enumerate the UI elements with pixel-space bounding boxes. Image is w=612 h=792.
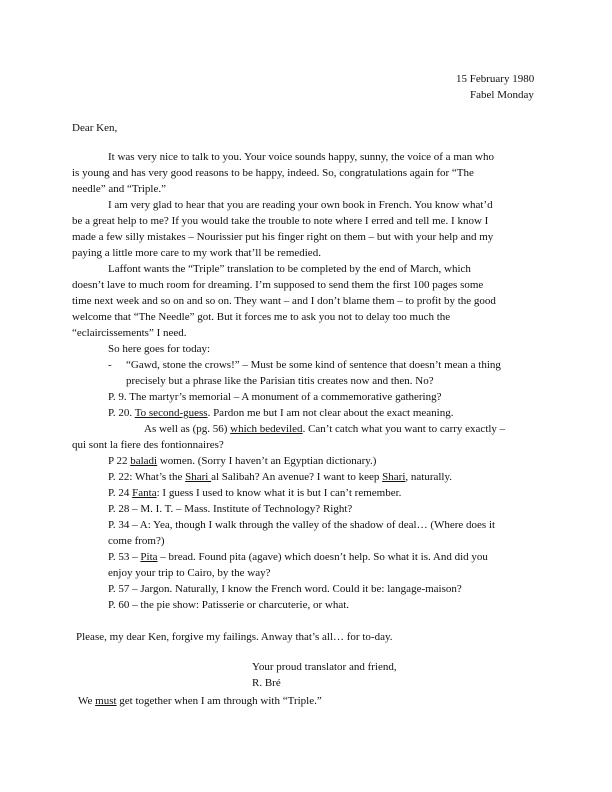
query-term: To second-guess xyxy=(134,407,208,419)
body-line: paying a little more care to my work that’ll be remedied. xyxy=(72,247,321,259)
query-line xyxy=(108,550,488,566)
query-text: P. 53 – xyxy=(108,551,141,563)
query-text: P 22 xyxy=(108,455,131,467)
body-line: Laffont wants the “Triple” translation to be completed by the end of March, which xyxy=(108,263,471,275)
query-text: . Can’t catch what you want to carry exactly – xyxy=(302,423,506,435)
query-line: P. 57 – Jargon. Naturally, I know the French word. Could it be: langage-maison? xyxy=(108,583,462,595)
query-text: – bread. Found pita (agave) which doesn’t help. So what it is. And did you xyxy=(157,551,488,563)
query-term: Shari xyxy=(382,471,406,483)
body-line: I am very glad to hear that you are reading your own book in French. You know what’d xyxy=(108,199,493,211)
query-text: P. 20. xyxy=(108,407,135,419)
signature-line: Your proud translator and friend, xyxy=(252,661,397,673)
query-line: “Gawd, stone the crows!” – Must be some kind of sentence that doesn’t mean a thing xyxy=(126,359,501,371)
query-text: women. (Sorry I haven’t an Egyptian dictionary.) xyxy=(157,455,377,467)
signature-name: R. Bré xyxy=(252,677,281,689)
body-line: is young and has very good reasons to be happy, indeed. So, congratulations again for “The xyxy=(72,167,474,179)
postscript xyxy=(78,694,322,710)
postscript-text: get together when I am through with “Triple.” xyxy=(116,695,322,707)
query-line: precisely but a phrase like the Parisian titis creates now and then. No? xyxy=(126,375,434,387)
query-term: which bedeviled xyxy=(230,423,303,435)
body-line: time next week and so on and so on. They want – and I don’t blame them – to profit by the good xyxy=(72,295,496,307)
closing-line: Please, my dear Ken, forgive my failings. Anway that’s all… for to-day. xyxy=(76,631,393,643)
letter-day: Fabel Monday xyxy=(470,89,534,101)
query-line xyxy=(108,486,401,502)
query-line: P. 60 – the pie show: Patisserie or charcuterie, or what. xyxy=(108,599,350,611)
body-line: made a few silly mistakes – Nourissier put his finger right on them – but with your help and my xyxy=(72,231,494,243)
letter-date: 15 February 1980 xyxy=(456,73,535,85)
query-term: baladi xyxy=(130,455,158,467)
salutation: Dear Ken, xyxy=(72,122,118,134)
query-line xyxy=(108,470,452,486)
query-term: Shari xyxy=(185,471,212,483)
query-term: Pita xyxy=(140,551,158,563)
query-text: P. 22: What’s the xyxy=(108,471,186,483)
query-line: come from?) xyxy=(108,535,165,547)
query-line: P. 28 – M. I. T. – Mass. Institute of Technology? Right? xyxy=(108,503,353,515)
query-text: : I guess I used to know what it is but I can’t remember. xyxy=(156,487,402,499)
postscript-text: We xyxy=(78,695,96,707)
query-text: al Salibah? An avenue? I want to keep xyxy=(211,471,383,483)
body-line: “eclaircissements” I need. xyxy=(72,327,187,339)
bullet-dash: - xyxy=(108,359,112,371)
query-line xyxy=(108,406,453,422)
query-line: enjoy your trip to Cairo, by the way? xyxy=(108,567,271,579)
query-intro: So here goes for today: xyxy=(108,343,211,355)
body-line: It was very nice to talk to you. Your voice sounds happy, sunny, the voice of a man who xyxy=(108,151,494,163)
query-text: P. 24 xyxy=(108,487,133,499)
query-line: P. 9. The martyr’s memorial – A monument of a commemorative gathering? xyxy=(108,391,442,403)
body-line: doesn’t lave to much room for dreaming. I’m supposed to send them the first 100 pages some xyxy=(72,279,484,291)
query-term: Fanta xyxy=(132,487,157,499)
body-line: be a great help to me? If you would take the trouble to note where I erred and tell me. I know I xyxy=(72,215,489,227)
body-line: needle” and “Triple.” xyxy=(72,183,166,195)
query-line xyxy=(108,454,376,470)
postscript-emphasis: must xyxy=(95,695,117,707)
body-line: welcome that “The Needle” got. But it forces me to ask you not to delay too much the xyxy=(72,311,451,323)
query-text: As well as (pg. 56) xyxy=(144,423,231,435)
query-text: , naturally. xyxy=(405,471,453,483)
query-line: P. 34 – A: Yea, though I walk through the valley of the shadow of deal… (Where does it xyxy=(108,519,496,531)
query-line xyxy=(144,422,505,438)
query-text: . Pardon me but I am not clear about the exact meaning. xyxy=(207,407,454,419)
query-line: qui sont la fiere des fontionnaires? xyxy=(72,439,224,451)
